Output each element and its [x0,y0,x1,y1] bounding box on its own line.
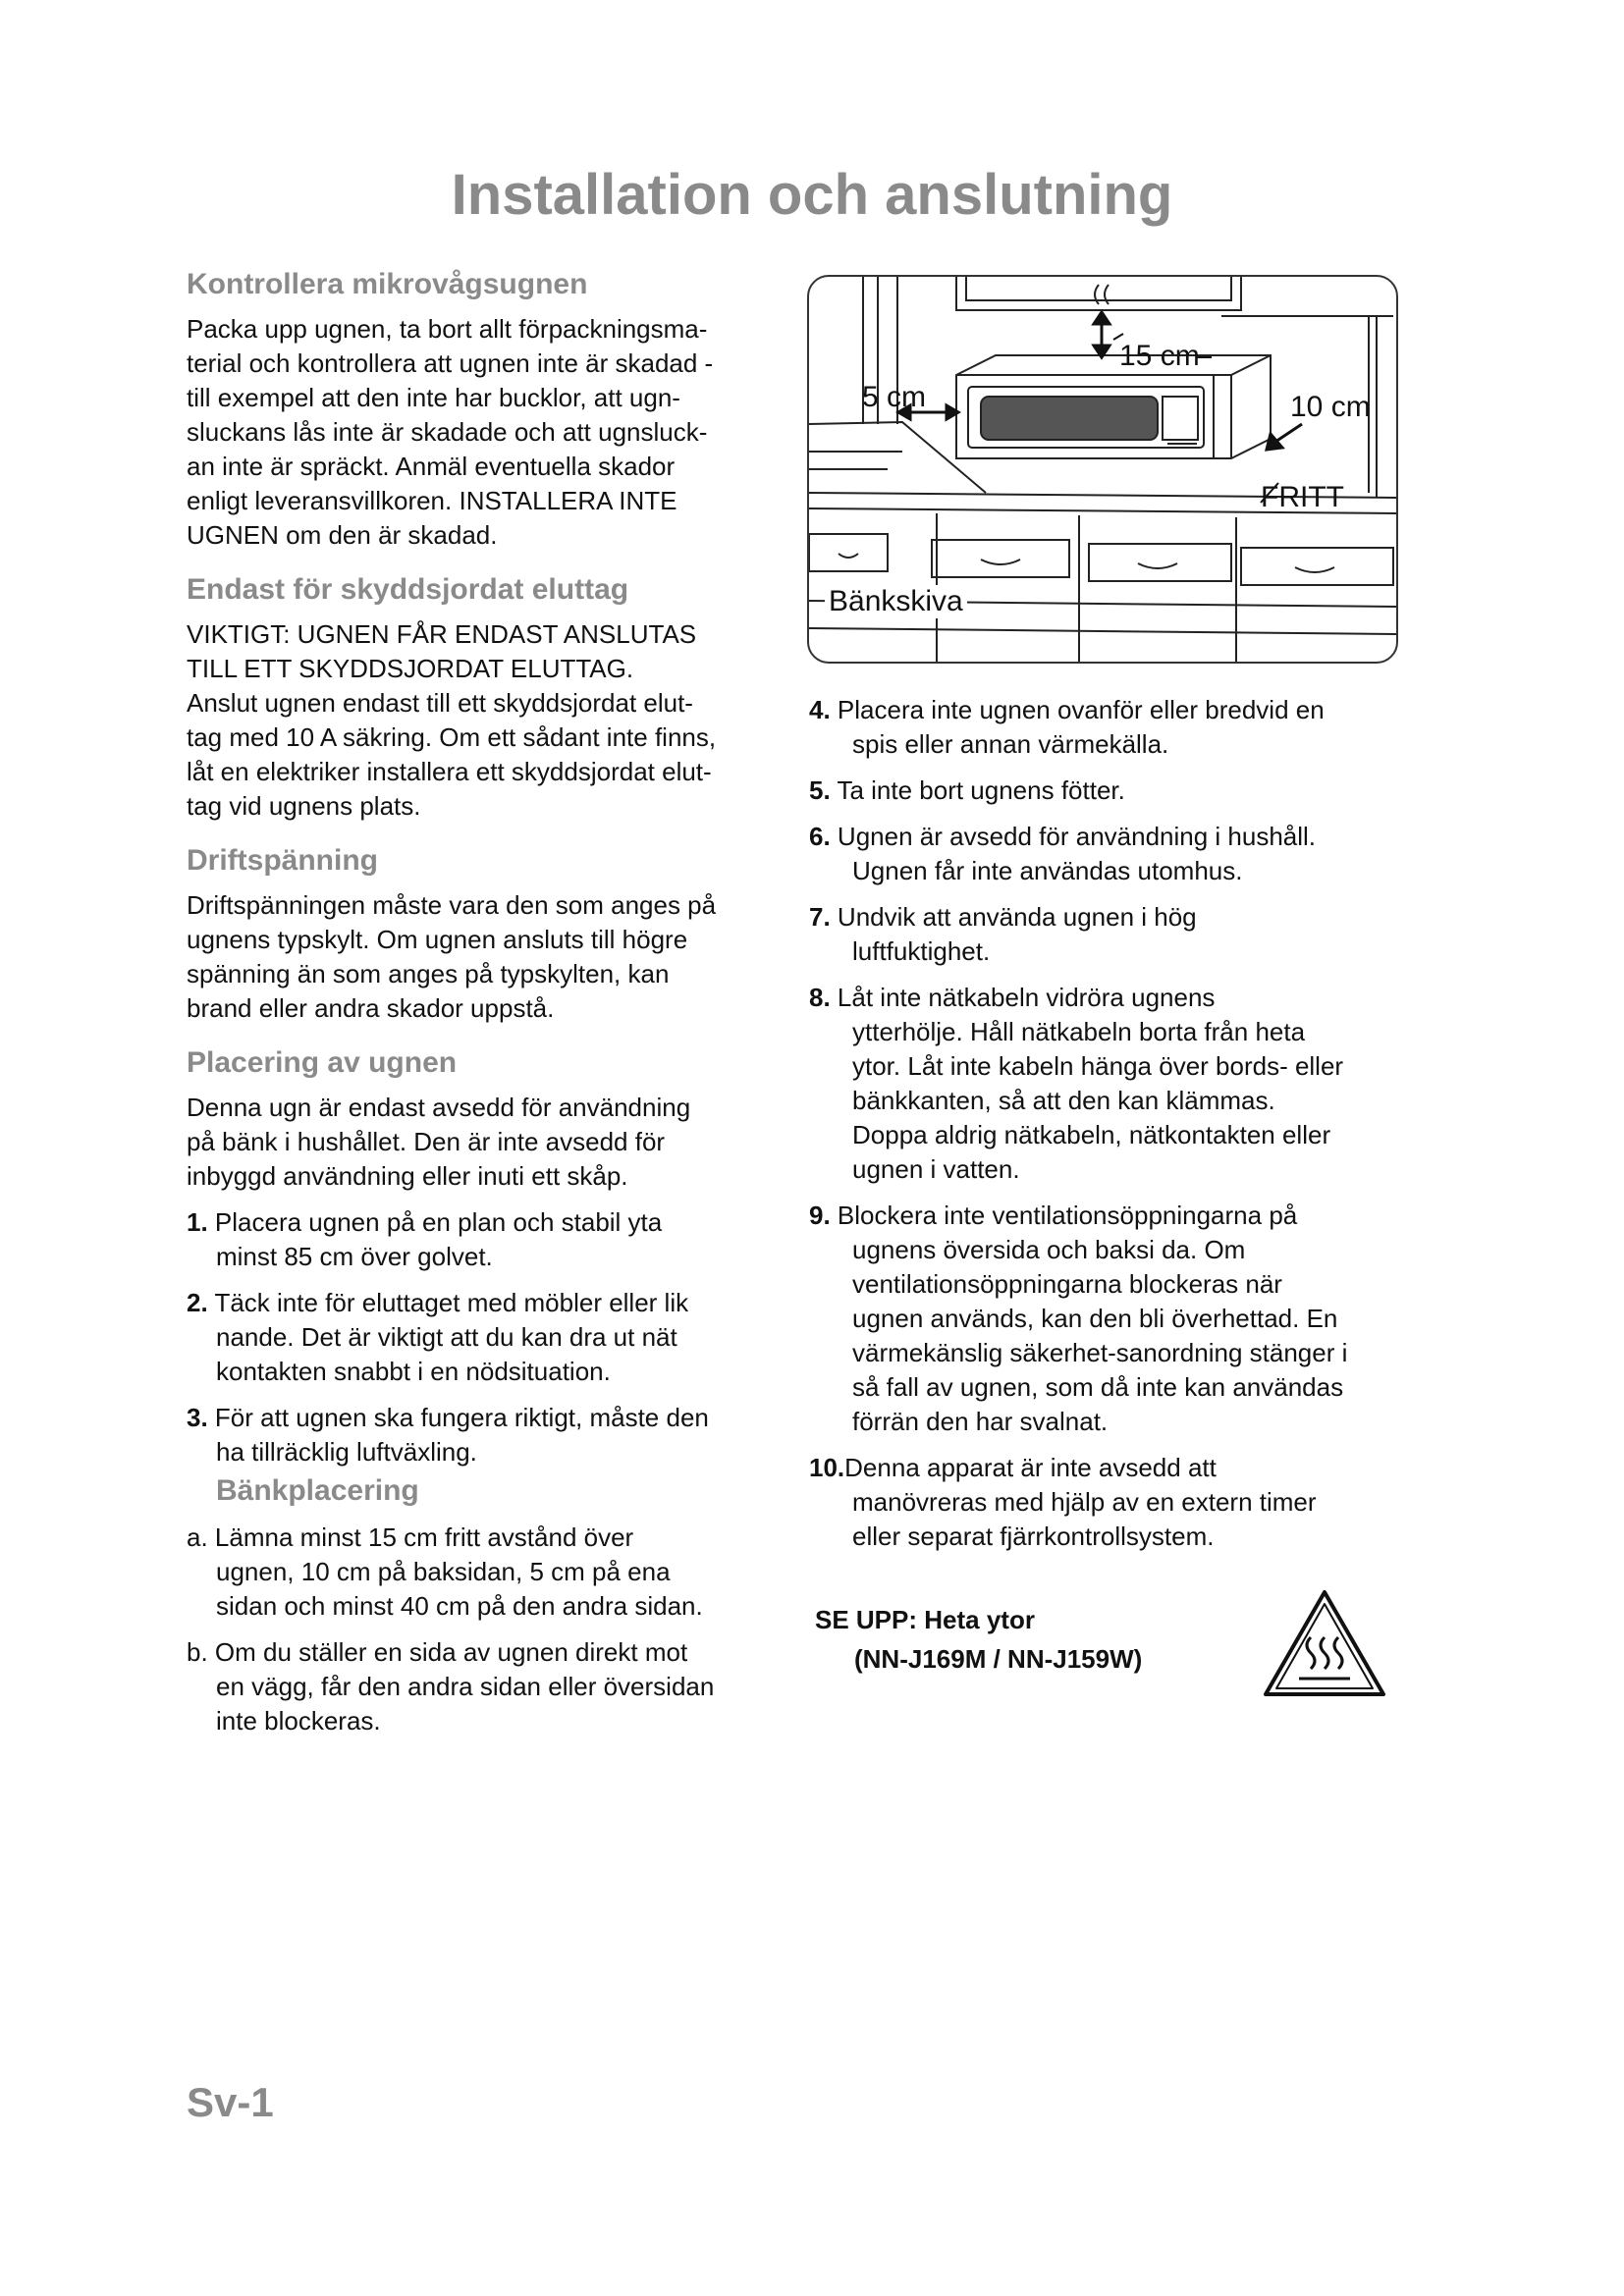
list-item [809,1451,1418,1554]
earthed-outlet-text: VIKTIGT: UGNEN FÅR ENDAST ANSLUTAS TILL ETT SKYDDSJORDAT ELUTTAG. Anslut ugnen endast till ett skyddsjordat elut- tag med 10 A säkring. Om ett sådant inte finns, låt en elektriker installera ett skyddsjordat elut- tag vid ugnens plats. [187,619,717,821]
list-item-text: För att ugnen ska fungera riktigt, måste den ha tillräcklig luftväxling. [214,1403,709,1467]
hot-surface-icon [1262,1588,1387,1700]
list-item-number: 8. [809,983,831,1012]
warning-label: SE UPP: Heta ytor [815,1605,1035,1634]
list-item-text: Låt inte nätkabeln vidröra ugnens ytterhölje. Håll nätkabeln borta från heta ytor. Låt inte kabeln hänga över bords- eller bänkkanten, så att den kan klämmas. Doppa aldrig nätkabeln, nätkontakten eller ugnen i vatten. [837,983,1344,1184]
page-title: Installation och anslutning [451,163,1173,227]
list-item-number: 10. [809,1453,845,1482]
list-item-text: Ugnen är avsedd för användning i hushåll. Ugnen får inte användas utomhus. [837,822,1317,885]
list-item [809,900,1418,969]
list-item-number: 2. [187,1288,208,1317]
placement-list-continued [809,693,1418,1554]
list-item [187,1401,795,1469]
list-item-number: 6. [809,822,831,851]
list-item-number: 5. [809,775,831,805]
heading-placement: Placering av ugnen [187,1046,458,1079]
list-item [187,1286,795,1389]
list-item-text: Lämna minst 15 cm fritt avstånd över ugnen, 10 cm på baksidan, 5 cm på ena sidan och minst 40 cm på den andra sidan. [214,1522,703,1621]
list-item [187,1635,795,1738]
list-item [809,1199,1418,1439]
list-item-text: Om du ställer en sida av ugnen direkt mot en vägg, får den andra sidan eller översidan inte blockeras. [214,1637,715,1735]
list-item-letter: a. [187,1522,208,1552]
list-item-text: Placera inte ugnen ovanför eller bredvid en spis eller annan värmekälla. [837,695,1325,759]
warning-models: (NN-J169M / NN-J159W) [854,1644,1143,1674]
voltage-text: Driftspänningen måste vara den som anges på ugnens typskylt. Om ugnen ansluts till högre spänning än som anges på typskylten, kan brand eller andra skador uppstå. [187,890,717,1023]
list-item-text: Undvik att använda ugnen i hög luftfuktighet. [837,902,1197,966]
hot-surface-warning [815,1600,1142,1679]
label-back-clearance: 10 cm [1290,391,1371,423]
list-item [809,981,1418,1187]
left-column [187,267,795,1750]
heading-voltage: Driftspänning [187,844,378,877]
list-item-text: Ta inte bort ugnens fötter. [837,775,1125,805]
label-countertop: Bänkskiva [825,585,967,618]
right-column [809,693,1418,1566]
heading-earthed-outlet: Endast för skyddsjordat eluttag [187,573,629,606]
list-item-number: 4. [809,695,831,724]
list-item-number: 7. [809,902,831,932]
counter-placement-list [187,1521,795,1738]
placement-list [187,1205,795,1469]
check-oven-text: Packa upp ugnen, ta bort allt förpackningsma- terial och kontrollera att ugnen inte är skadad - till exempel att den inte har bucklor, att ugn- sluckans lås inte är skadade och att ugnsluck- an inte är spräckt. Anmäl eventuella skador enligt leveransvillkoren. INSTALLERA INTE UGNEN om den är skadad. [187,314,714,550]
list-item-text: Blockera inte ventilationsöppningarna på ugnens översida och baksi da. Om ventilationsöppningarna blockeras när ugnen används, kan den bli överhettad. En värmekänslig säkerhet-sanordning stänger i så fall av ugnen, som då inte kan användas förrän den har svalnat. [837,1201,1348,1436]
list-item-number: 9. [809,1201,831,1230]
list-item-letter: b. [187,1637,208,1667]
list-item-number: 1. [187,1207,208,1237]
heading-check-oven: Kontrollera mikrovågsugnen [187,268,588,300]
list-item-number: 3. [187,1403,208,1432]
list-item [809,693,1418,762]
placement-text: Denna ugn är endast avsedd för användning på bänk i hushållet. Den är inte avsedd för inbyggd användning eller inuti ett skåp. [187,1093,691,1191]
label-free-space: FRITT [1261,481,1344,513]
page-number: Sv-1 [187,2079,274,2125]
list-item [809,820,1418,888]
label-top-clearance: 15 cm [1119,340,1200,372]
label-side-clearance: 5 cm [862,381,927,413]
list-item [187,1205,795,1274]
list-item [187,1521,795,1624]
list-item-text: Denna apparat är inte avsedd att manövreras med hjälp av en extern timer eller separat fjärrkontrollsystem. [844,1453,1317,1551]
list-item [809,774,1418,808]
list-item-text: Placera ugnen på en plan och stabil yta minst 85 cm över golvet. [214,1207,663,1271]
list-item-text: Täck inte för eluttaget med möbler eller lik nande. Det är viktigt att du kan dra ut nät kontakten snabbt i en nödsituation. [214,1288,689,1386]
installation-diagram [807,275,1398,664]
heading-counter-placement: Bänkplacering [216,1474,419,1507]
